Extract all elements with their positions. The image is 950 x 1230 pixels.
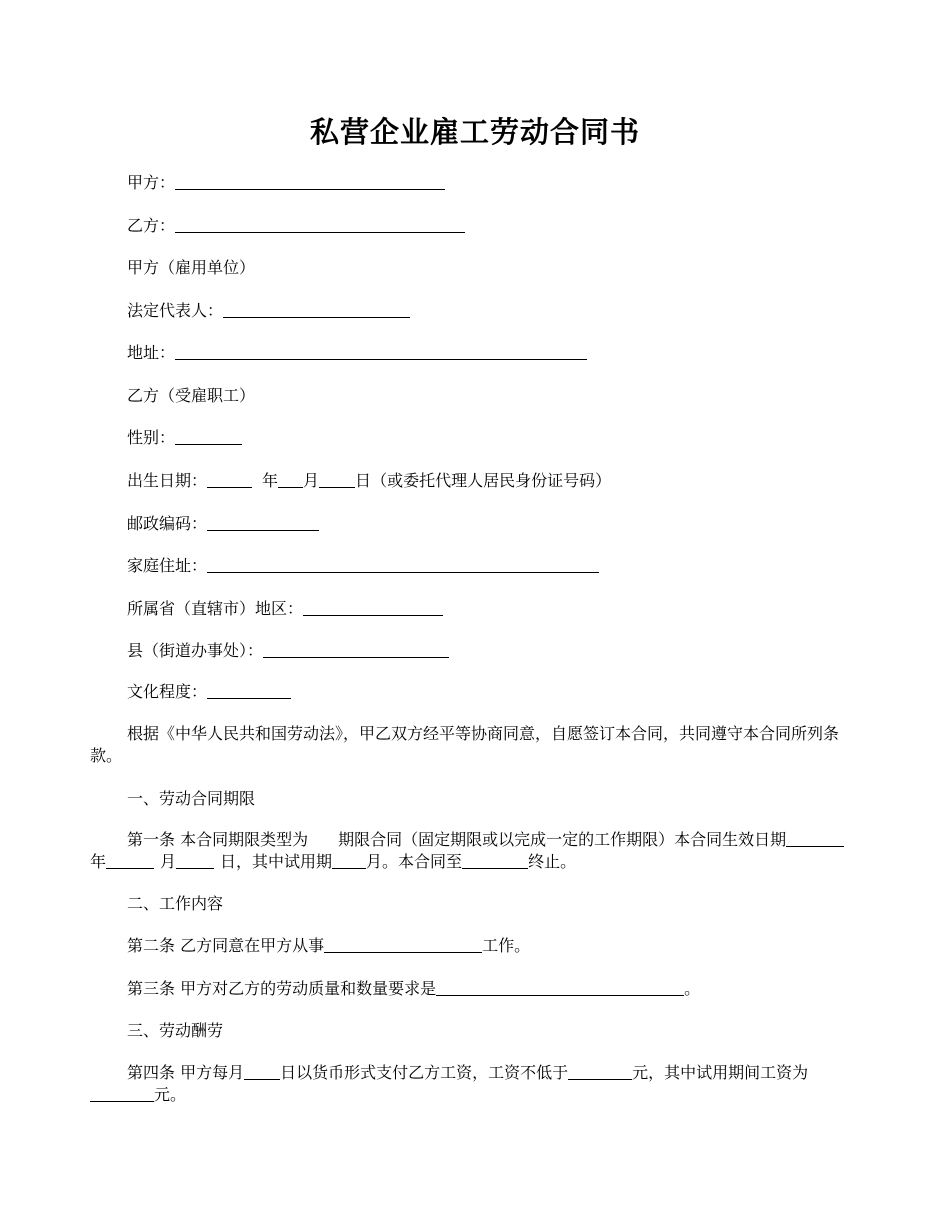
article-1-part1: 第一条 本合同期限类型为 (127, 830, 309, 849)
document-title: 私营企业雇工劳动合同书 (309, 115, 640, 149)
birth-day-blank[interactable] (319, 470, 355, 488)
legal-rep-blank[interactable] (223, 300, 410, 318)
birth-month-text: 月 (303, 471, 320, 490)
job-blank[interactable] (324, 935, 482, 953)
article-1-day: 日，其中试用期 (220, 852, 333, 871)
education-blank[interactable] (207, 681, 291, 699)
minimum-wage-blank[interactable] (568, 1062, 632, 1080)
home-address-label: 家庭住址： (127, 556, 208, 575)
article-1-month2: 月。本合同至 (366, 852, 463, 871)
probation-wage-blank[interactable] (90, 1084, 154, 1102)
birth-date-line (127, 470, 611, 492)
gender-label: 性别： (127, 428, 176, 447)
postal-code-label: 邮政编码： (127, 514, 208, 533)
section-work-content: 二、工作内容 (127, 894, 224, 913)
article-2-part2: 工作。 (482, 936, 531, 955)
province-line (127, 598, 443, 620)
party-a-heading: 甲方（雇用单位） (127, 258, 256, 277)
effective-month-blank[interactable] (176, 851, 214, 869)
education-label: 文化程度： (127, 682, 208, 701)
article-1-year: 年 (90, 852, 107, 871)
party-b-line (127, 215, 465, 237)
quality-requirement-blank[interactable] (436, 978, 684, 996)
article-4-part4: 元。 (154, 1085, 187, 1104)
county-blank[interactable] (263, 640, 449, 658)
article-4-part2: 日以货币形式支付乙方工资，工资不低于 (280, 1063, 569, 1082)
home-address-line (127, 555, 599, 577)
intro-paragraph: 根据《中华人民共和国劳动法》，甲乙双方经平等协商同意，自愿签订本合同，共同遵守本合同所列条款。 (90, 724, 840, 765)
postal-code-line (127, 513, 319, 535)
birth-month-blank[interactable] (278, 470, 303, 488)
address-line (127, 342, 587, 364)
effective-year-blank[interactable] (106, 851, 154, 869)
province-blank[interactable] (303, 598, 443, 616)
party-b-blank[interactable] (175, 215, 465, 233)
section-contract-term: 一、劳动合同期限 (127, 789, 256, 808)
home-address-blank[interactable] (207, 555, 599, 573)
birth-year-blank[interactable] (207, 470, 252, 488)
birth-day-text: 日 (355, 471, 372, 490)
article-3 (127, 978, 700, 1000)
article-1 (90, 829, 860, 873)
address-blank[interactable] (175, 342, 587, 360)
article-2 (127, 935, 530, 957)
party-b-heading: 乙方（受雇职工） (127, 386, 256, 405)
party-a-line (127, 172, 445, 194)
article-2-part1: 第二条 乙方同意在甲方从事 (127, 936, 325, 955)
education-line (127, 681, 291, 703)
article-4 (90, 1062, 860, 1106)
province-label: 所属省（直辖市）地区： (127, 599, 304, 618)
address-label: 地址： (127, 343, 176, 362)
party-a-blank[interactable] (175, 172, 445, 190)
gender-line (127, 427, 242, 449)
probation-period-blank[interactable] (332, 851, 366, 869)
section-remuneration: 三、劳动酬劳 (127, 1021, 224, 1040)
birth-date-note: （或委托代理人居民身份证号码） (371, 471, 612, 490)
postal-code-blank[interactable] (207, 513, 319, 531)
effective-date-blank[interactable] (786, 829, 844, 847)
birth-date-label: 出生日期： (127, 471, 208, 490)
legal-rep-line (127, 300, 410, 322)
article-1-part2: 期限合同（固定期限或以完成一定的工作期限）本合同生效日期 (338, 830, 787, 849)
legal-rep-label: 法定代表人： (127, 301, 224, 320)
article-1-month: 月 (160, 852, 177, 871)
payday-blank[interactable] (244, 1062, 280, 1080)
article-4-part1: 第四条 甲方每月 (127, 1063, 245, 1082)
article-1-end: 终止。 (528, 852, 577, 871)
gender-blank[interactable] (175, 427, 242, 445)
county-label: 县（街道办事处）： (127, 641, 264, 660)
party-b-label: 乙方： (127, 216, 176, 235)
birth-year-text: 年 (262, 471, 279, 490)
party-a-label: 甲方： (127, 173, 176, 192)
contract-end-blank[interactable] (462, 851, 528, 869)
article-4-part3: 元，其中试用期间工资为 (632, 1063, 809, 1082)
article-3-part2: 。 (684, 979, 701, 998)
article-3-part1: 第三条 甲方对乙方的劳动质量和数量要求是 (127, 979, 437, 998)
county-line (127, 640, 449, 662)
